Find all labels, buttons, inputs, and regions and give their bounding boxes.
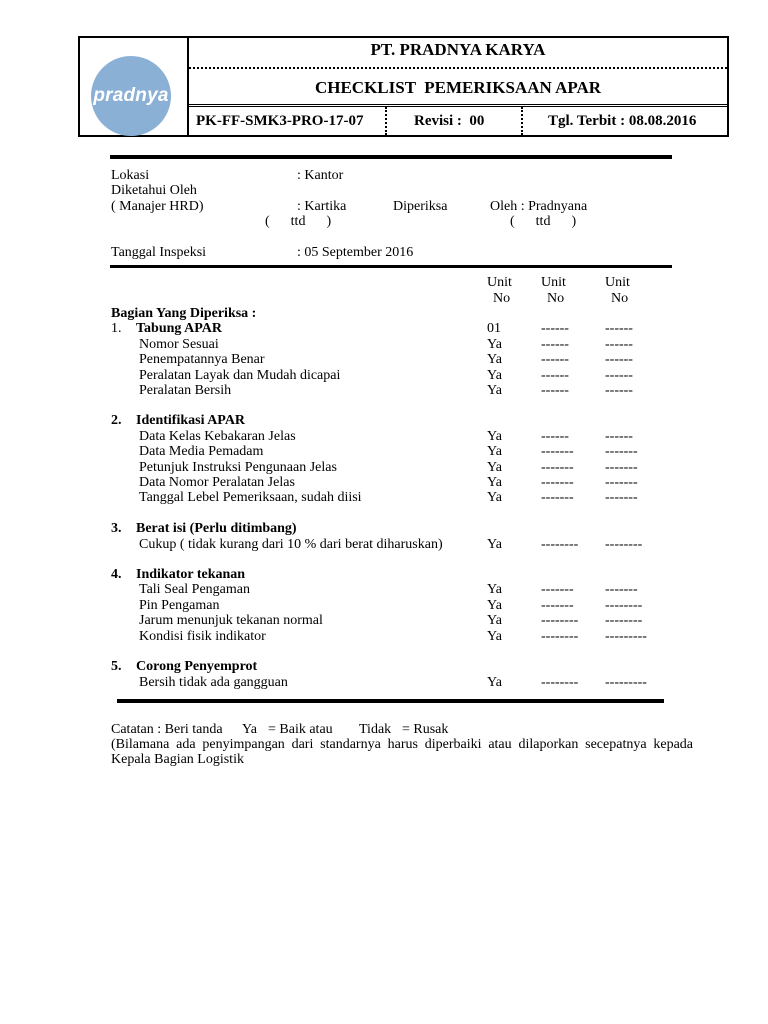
info-row-signature <box>0 214 768 230</box>
section-number: 3. <box>111 521 122 536</box>
column-header-no: No <box>493 291 511 306</box>
item-value-unit-2: ------- <box>541 444 574 459</box>
column-header-no: No <box>547 291 565 306</box>
item-value-unit-1: Ya <box>487 383 502 398</box>
item-value-unit-1: Ya <box>487 598 502 613</box>
item-value-unit-3: --------- <box>605 675 647 690</box>
header-row-divider-dotted <box>189 67 727 69</box>
item-value-unit-2: ------ <box>541 383 569 398</box>
item-value-unit-1: Ya <box>487 675 502 690</box>
item-value-unit-1: Ya <box>487 337 502 352</box>
item-value-unit-2: ------- <box>541 475 574 490</box>
item-value-unit-1: Ya <box>487 490 502 505</box>
company-name: PT. PRADNYA KARYA <box>370 40 546 59</box>
section-number: 2. <box>111 413 122 428</box>
item-value-unit-3: ------- <box>605 475 638 490</box>
signature-manajer: ( ttd ) <box>265 214 332 229</box>
notes-instruction: (Bilamana ada penyimpangan dari standarnya harus diperbaiki atau dilaporkan secepatnya kepada <box>111 737 693 752</box>
item-value-unit-3: ------ <box>605 321 633 336</box>
section-heading-row <box>0 659 768 675</box>
item-label: Bersih tidak ada gangguan <box>139 675 288 690</box>
section-heading-row <box>0 321 768 337</box>
tanggal-inspeksi-value: : 05 September 2016 <box>297 245 414 260</box>
company-logo <box>91 56 171 136</box>
checklist-item <box>0 675 768 691</box>
thick-divider-rule <box>117 699 664 703</box>
item-value-unit-3: --------- <box>605 629 647 644</box>
diperiksa-oleh-value: Oleh : Pradnyana <box>490 199 588 214</box>
item-label: Data Nomor Peralatan Jelas <box>139 475 295 490</box>
column-header-no: No <box>611 291 629 306</box>
checklist-item <box>0 598 768 614</box>
item-value-unit-2: ------ <box>541 352 569 367</box>
item-value-unit-3: ------ <box>605 337 633 352</box>
column-header-row-no <box>0 291 768 307</box>
item-label: Tali Seal Pengaman <box>139 582 250 597</box>
section-heading-row <box>0 567 768 583</box>
checklist-item <box>0 444 768 460</box>
item-label: Peralatan Layak dan Mudah dicapai <box>139 368 341 383</box>
info-row-manajer <box>0 199 768 215</box>
item-value-unit-3: ------- <box>605 582 638 597</box>
item-value-unit-3: -------- <box>605 598 643 613</box>
checklist-heading-row <box>0 306 768 322</box>
item-label: Kondisi fisik indikator <box>139 629 266 644</box>
info-row-lokasi <box>0 168 768 184</box>
item-value-unit-2: -------- <box>541 629 579 644</box>
checklist-heading: Bagian Yang Diperiksa : <box>111 306 257 321</box>
item-value-unit-2: ------- <box>541 460 574 475</box>
notes-prefix: Catatan : Beri tanda <box>111 722 223 737</box>
checklist-item <box>0 537 768 553</box>
item-label: Pin Pengaman <box>139 598 220 613</box>
column-header-unit: Unit <box>487 275 512 290</box>
item-value-unit-3: ------- <box>605 460 638 475</box>
item-label: Data Media Pemadam <box>139 444 264 459</box>
item-value-unit-1: 01 <box>487 321 501 336</box>
item-value-unit-1: Ya <box>487 537 502 552</box>
manajer-label: ( Manajer HRD) <box>111 199 204 214</box>
header-meta-divider <box>385 107 387 135</box>
checklist-item <box>0 629 768 645</box>
revision-number: Revisi : 00 <box>414 113 485 129</box>
section-number: 1. <box>111 321 122 336</box>
item-value-unit-1: Ya <box>487 582 502 597</box>
checklist-item <box>0 475 768 491</box>
item-value-unit-3: ------ <box>605 368 633 383</box>
thick-divider-rule <box>110 265 672 268</box>
section-title: Tabung APAR <box>136 321 222 336</box>
info-row-diketahui <box>0 183 768 199</box>
item-label: Cukup ( tidak kurang dari 10 % dari berat diharuskan) <box>139 537 443 552</box>
item-value-unit-3: ------ <box>605 352 633 367</box>
item-value-unit-2: ------ <box>541 337 569 352</box>
item-label: Nomor Sesuai <box>139 337 219 352</box>
lokasi-label: Lokasi <box>111 168 150 183</box>
item-value-unit-3: ------ <box>605 383 633 398</box>
item-value-unit-1: Ya <box>487 429 502 444</box>
section-title: Berat isi (Perlu ditimbang) <box>136 521 297 536</box>
item-label: Petunjuk Instruksi Pengunaan Jelas <box>139 460 337 475</box>
notes-instruction-continued-row <box>0 752 768 768</box>
signature-pemeriksa: ( ttd ) <box>510 214 577 229</box>
item-value-unit-2: -------- <box>541 537 579 552</box>
item-value-unit-3: -------- <box>605 613 643 628</box>
thick-divider-rule <box>110 155 672 159</box>
item-value-unit-2: ------- <box>541 598 574 613</box>
manajer-value: : Kartika <box>297 199 347 214</box>
header-meta-divider <box>521 107 523 135</box>
item-value-unit-3: ------- <box>605 444 638 459</box>
item-value-unit-1: Ya <box>487 613 502 628</box>
item-label: Penempatannya Benar <box>139 352 265 367</box>
item-label: Data Kelas Kebakaran Jelas <box>139 429 296 444</box>
item-value-unit-2: ------- <box>541 582 574 597</box>
section-title: Identifikasi APAR <box>136 413 246 428</box>
checklist-item <box>0 429 768 445</box>
item-label: Peralatan Bersih <box>139 383 232 398</box>
item-value-unit-1: Ya <box>487 444 502 459</box>
item-label: Tanggal Lebel Pemeriksaan, sudah diisi <box>139 490 362 505</box>
item-value-unit-3: ------ <box>605 429 633 444</box>
notes-tidak-meaning: = Rusak <box>402 722 449 737</box>
document-code: PK-FF-SMK3-PRO-17-07 <box>196 113 364 129</box>
section-title: Corong Penyemprot <box>136 659 258 674</box>
notes-instruction-continued: Kepala Bagian Logistik <box>111 752 244 767</box>
column-header-unit: Unit <box>605 275 630 290</box>
notes-ya-meaning: = Baik atau <box>268 722 333 737</box>
diperiksa-label: Diperiksa <box>393 199 448 214</box>
item-value-unit-1: Ya <box>487 368 502 383</box>
item-value-unit-1: Ya <box>487 352 502 367</box>
item-value-unit-1: Ya <box>487 460 502 475</box>
item-value-unit-1: Ya <box>487 475 502 490</box>
checklist-item <box>0 337 768 353</box>
item-value-unit-2: -------- <box>541 613 579 628</box>
notes-ya-word: Ya <box>242 722 257 737</box>
checklist-item <box>0 352 768 368</box>
item-value-unit-3: -------- <box>605 537 643 552</box>
item-value-unit-2: ------- <box>541 490 574 505</box>
section-number: 4. <box>111 567 122 582</box>
item-value-unit-2: -------- <box>541 675 579 690</box>
diketahui-label: Diketahui Oleh <box>111 183 197 198</box>
section-heading-row <box>0 413 768 429</box>
checklist-item <box>0 383 768 399</box>
item-value-unit-1: Ya <box>487 629 502 644</box>
column-header-row-unit <box>0 275 768 291</box>
logo-text: pradnya <box>93 85 169 106</box>
notes-legend-row <box>0 722 768 738</box>
checklist-item <box>0 582 768 598</box>
item-label: Jarum menunjuk tekanan normal <box>139 613 323 628</box>
info-row-tanggal <box>0 245 768 261</box>
issue-date: Tgl. Terbit : 08.08.2016 <box>548 113 697 129</box>
lokasi-value: : Kantor <box>297 168 344 183</box>
section-number: 5. <box>111 659 122 674</box>
item-value-unit-2: ------ <box>541 321 569 336</box>
checklist-item <box>0 460 768 476</box>
item-value-unit-2: ------ <box>541 368 569 383</box>
column-header-unit: Unit <box>541 275 566 290</box>
section-title: Indikator tekanan <box>136 567 246 582</box>
checklist-item <box>0 490 768 506</box>
document-title: CHECKLIST PEMERIKSAAN APAR <box>314 78 602 97</box>
section-heading-row <box>0 521 768 537</box>
item-value-unit-3: ------- <box>605 490 638 505</box>
header-row-divider-double <box>189 104 727 107</box>
checklist-item <box>0 368 768 384</box>
checklist-item <box>0 613 768 629</box>
item-value-unit-2: ------ <box>541 429 569 444</box>
notes-tidak-word: Tidak <box>359 722 392 737</box>
tanggal-inspeksi-label: Tanggal Inspeksi <box>111 245 207 260</box>
